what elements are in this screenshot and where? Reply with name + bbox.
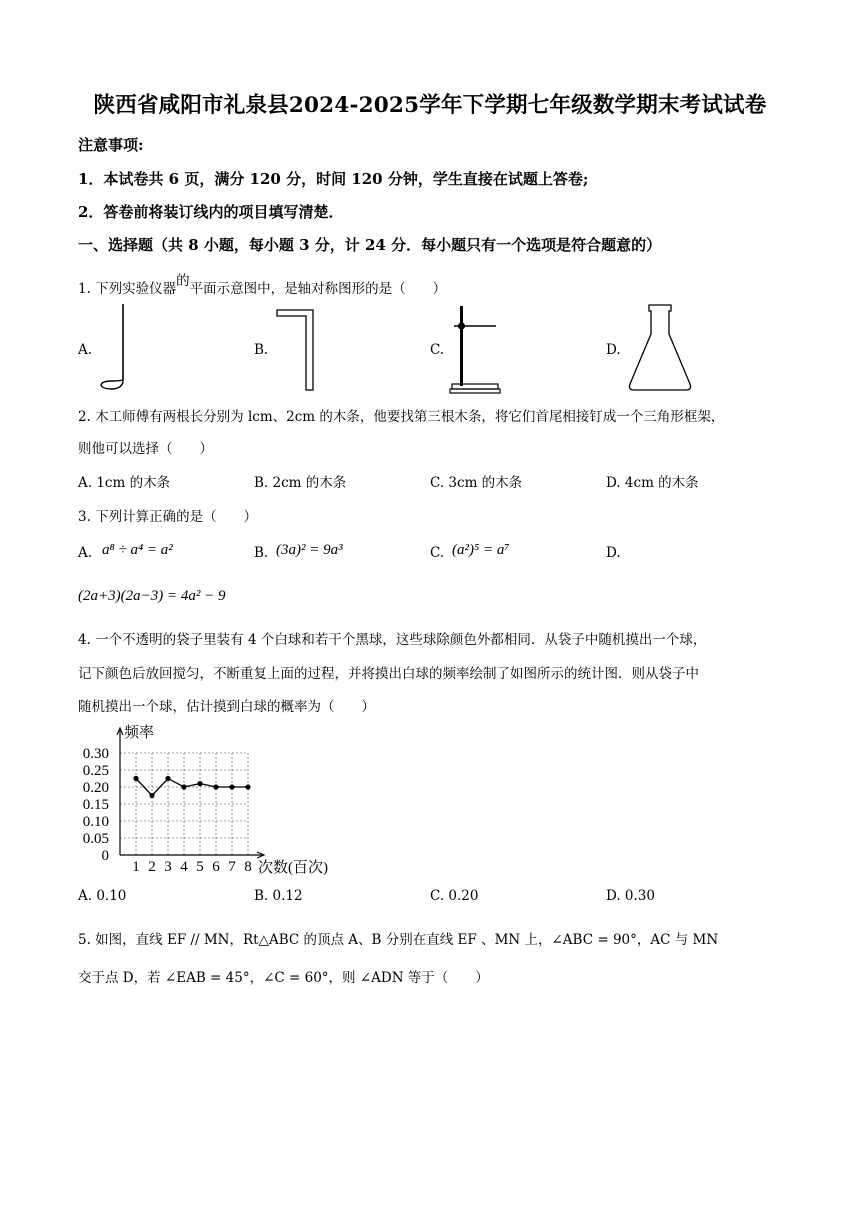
q3-option-c-expr: (a²)⁵ = a⁷ xyxy=(452,542,510,558)
page-title: 陕西省咸阳市礼泉县2024-2025学年下学期七年级数学期末考试试卷 xyxy=(93,93,767,118)
q4-option-c: C. 0.20 xyxy=(430,888,479,904)
q2-option-d: D. 4cm 的木条 xyxy=(606,475,699,491)
q1-stem-de: 的 xyxy=(176,273,190,289)
x-axis-title: 次数(百次) xyxy=(258,860,328,876)
q2-option-b: B. 2cm 的木条 xyxy=(254,475,347,491)
section-heading-choice: 一、选择题（共 8 小题，每小题 3 分，计 24 分．每小题只有一个选项是符合题意的） xyxy=(78,236,662,254)
q1-stem-part-b: 平面示意图中，是轴对称图形的是（ ） xyxy=(189,281,447,297)
q3-option-a-expr: a⁸ ÷ a⁴ = a² xyxy=(102,542,173,558)
l-shaped-tube-figure xyxy=(272,306,320,394)
q1-option-c-label: C. xyxy=(430,342,445,358)
q3-option-c-label: C. xyxy=(430,545,445,561)
q4-stem-line-2: 记下颜色后放回搅匀，不断重复上面的过程，并将摸出白球的频率绘制了如图所示的统计图．则从袋子中 xyxy=(78,666,699,682)
data-point xyxy=(181,784,186,789)
frequency-line-chart xyxy=(75,722,375,882)
q2-option-c: C. 3cm 的木条 xyxy=(430,475,523,491)
q1-option-a-label: A. xyxy=(78,342,93,358)
x-tick-label: 6 xyxy=(212,859,220,875)
y-tick-label: 0.05 xyxy=(82,831,109,847)
x-tick-label: 2 xyxy=(148,859,156,875)
q1-stem-part-a: 1. 下列实验仪器 xyxy=(78,281,177,297)
data-point xyxy=(245,784,250,789)
conical-flask-figure xyxy=(624,302,696,394)
ladle-figure xyxy=(98,302,138,394)
data-point xyxy=(149,793,154,798)
notice-item-2: 2．答卷前将装订线内的项目填写清楚． xyxy=(78,203,344,221)
y-tick-label: 0.10 xyxy=(82,814,109,830)
q3-option-b-label: B. xyxy=(254,545,269,561)
q2-stem-line-2: 则他可以选择（ ） xyxy=(78,441,213,457)
q3-stem: 3. 下列计算正确的是（ ） xyxy=(78,509,258,525)
q5-stem-line-2: 交于点 D，若 ∠EAB = 45°，∠C = 60°，则 ∠ADN 等于（ ） xyxy=(78,970,489,986)
q4-option-d: D. 0.30 xyxy=(606,888,655,904)
data-point xyxy=(133,776,138,781)
q1-option-b-label: B. xyxy=(254,342,269,358)
q4-option-b: B. 0.12 xyxy=(254,888,303,904)
y-tick-label: 0.20 xyxy=(82,780,109,796)
x-tick-label: 5 xyxy=(196,859,204,875)
data-point xyxy=(213,784,218,789)
q3-option-b-expr: (3a)² = 9a³ xyxy=(276,542,343,558)
q2-option-a: A. 1cm 的木条 xyxy=(78,475,171,491)
q1-option-d-label: D. xyxy=(606,342,621,358)
q1-stem xyxy=(78,273,447,297)
iron-stand-figure xyxy=(448,304,504,396)
y-tick-label: 0.15 xyxy=(82,797,109,813)
q5-stem-line-1: 5. 如图，直线 EF // MN，Rt△ABC 的顶点 A、B 分别在直线 EF 、MN 上，∠ABC = 90°，AC 与 MN xyxy=(78,932,719,948)
q3-option-d-label: D. xyxy=(606,545,621,561)
data-point xyxy=(165,776,170,781)
q3-option-a-label: A. xyxy=(78,545,93,561)
data-point xyxy=(197,781,202,786)
q2-stem-line-1: 2. 木工师傅有两根长分别为 lcm、2cm 的木条，他要找第三根木条，将它们首尾相接钉成一个三角形框架， xyxy=(78,409,725,425)
x-tick-label: 1 xyxy=(132,859,140,875)
q4-stem-line-3: 随机摸出一个球，估计摸到白球的概率为（ ） xyxy=(78,699,375,715)
x-tick-label: 8 xyxy=(244,859,252,875)
y-tick-label: 0 xyxy=(101,848,109,864)
q4-option-a: A. 0.10 xyxy=(78,888,127,904)
x-tick-label: 3 xyxy=(164,859,172,875)
q3-option-d-expr: (2a+3)(2a−3) = 4a² − 9 xyxy=(78,588,226,604)
chart-axes xyxy=(117,728,264,858)
x-tick-label: 4 xyxy=(180,859,188,875)
y-tick-label: 0.30 xyxy=(82,746,109,762)
data-point xyxy=(229,784,234,789)
y-axis-title: 频率 xyxy=(124,725,155,741)
notice-item-1: 1．本试卷共 6 页，满分 120 分，时间 120 分钟，学生直接在试题上答卷; xyxy=(78,170,589,188)
chart-grid xyxy=(120,753,248,855)
notice-heading: 注意事项: xyxy=(78,136,144,154)
y-tick-label: 0.25 xyxy=(82,763,109,779)
q4-stem-line-1: 4. 一个不透明的袋子里装有 4 个白球和若干个黑球，这些球除颜色外都相同．从袋子中随机摸出一个球， xyxy=(78,632,707,648)
x-tick-label: 7 xyxy=(228,859,236,875)
